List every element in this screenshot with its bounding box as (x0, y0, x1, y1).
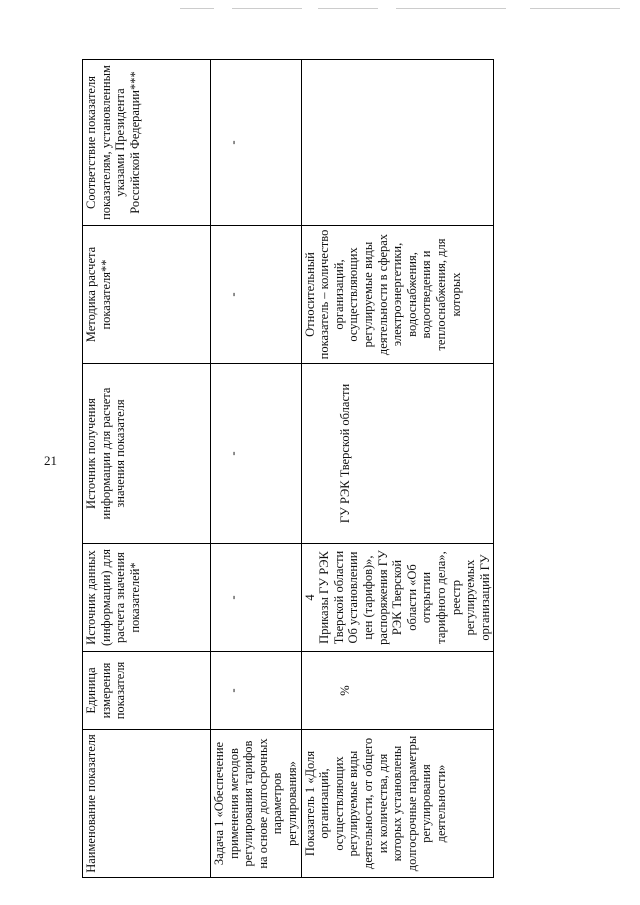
scan-artifact (396, 8, 506, 9)
indicator-info-source: ГУ РЭК Тверской области (301, 364, 494, 544)
task-compliance-value: - (226, 140, 240, 145)
header-unit: Единица измерения показателя (83, 652, 211, 730)
task-method-value: - (226, 292, 240, 297)
table-row-indicator (301, 60, 494, 878)
task-info-source (211, 364, 302, 544)
task-info-source-value: - (226, 451, 240, 456)
indicator-data-source-cell (301, 544, 494, 652)
task-unit (211, 652, 302, 730)
indicator-column-number: 4 (302, 594, 317, 601)
indicator-unit: % (301, 652, 494, 730)
indicator-compliance (301, 60, 494, 226)
task-compliance (211, 60, 302, 226)
rotated-table-container (82, 60, 492, 878)
task-name: Задача 1 «Обеспечение применения методов регулирования тарифов на основе долгосрочных параметров регулирования» (211, 730, 302, 878)
header-method: Методика расчета показателя** (83, 226, 211, 364)
indicator-name: Показатель 1 «Доля организаций, осуществляющих регулируемые виды деятельности, от общего их количества, для которых установлены долгосрочные параметры регулирования деятельности» (301, 730, 494, 878)
page-number: 21 (44, 453, 57, 468)
task-method (211, 226, 302, 364)
indicator-data-source: Приказы ГУ РЭК Тверской области Об установлении цен (тарифов)», распоряжения ГУ РЭК Тверской области «Об открытии тарифного дела», реестр регулируемых организаций ГУ (317, 550, 492, 645)
scan-artifact (318, 8, 378, 9)
indicator-method: Относительный показатель – количество организаций, осуществляющих регулируемые виды деятельности в сферах электроэнергетики, водоснабжения, водоотведения и теплоснабжения, для которых (301, 226, 494, 364)
task-unit-value: - (226, 688, 240, 693)
scan-artifact (180, 8, 214, 9)
scan-artifact (232, 8, 302, 9)
header-indicator-name: Наименование показателя (83, 730, 211, 878)
header-data-source: Источник данных (информации) для расчета значения показателей* (83, 544, 211, 652)
task-data-source (211, 544, 302, 652)
header-compliance: Соответствие показателя показателям, установленным указами Президента Российской Федерации*** (83, 60, 211, 226)
task-data-source-value: - (226, 595, 240, 600)
header-info-source: Источник получения информации для расчета значения показателя (83, 364, 211, 544)
scan-artifact (530, 8, 620, 9)
indicator-table (82, 59, 494, 878)
table-header-row (83, 60, 211, 878)
table-row-task (211, 60, 302, 878)
